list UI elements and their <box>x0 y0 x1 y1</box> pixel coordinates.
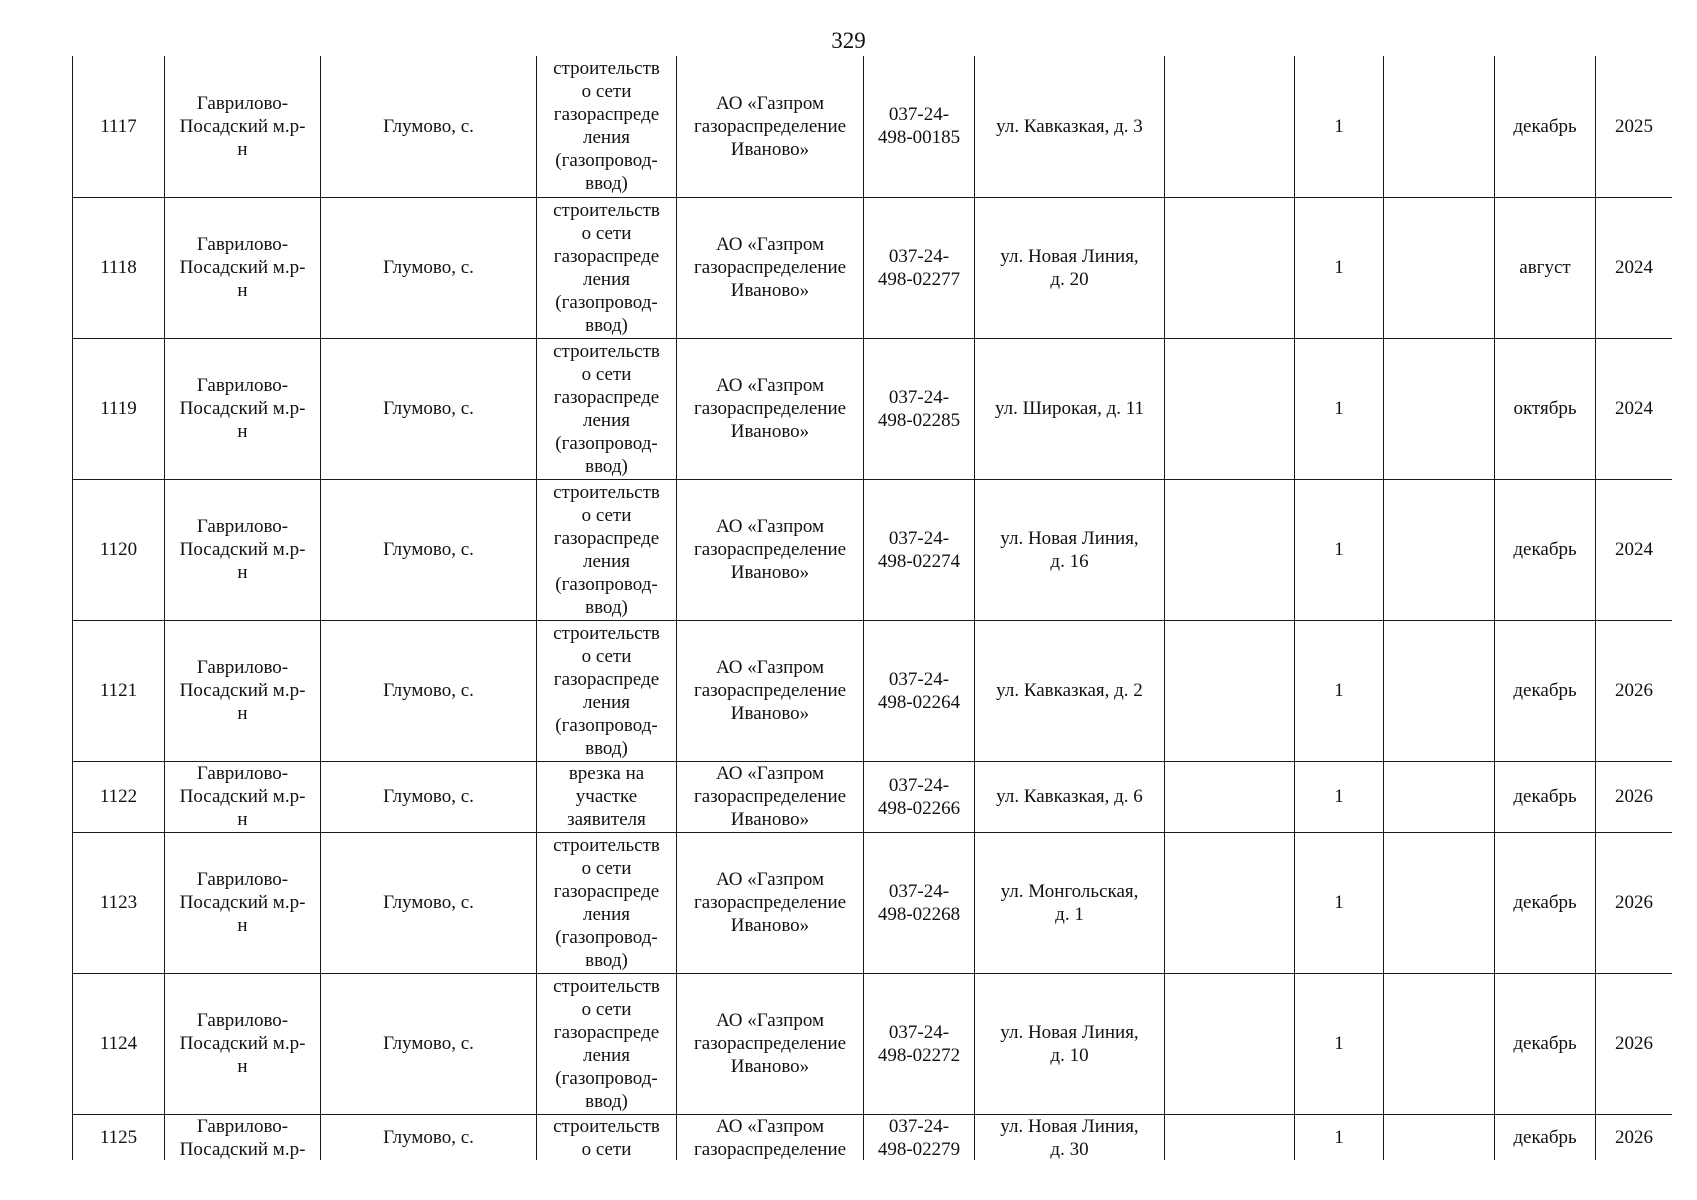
application-code-line: 498-02277 <box>877 268 961 290</box>
row-number-cell: 1118 <box>73 197 165 338</box>
district-line: н <box>237 421 248 442</box>
table-row <box>73 479 1673 620</box>
month-cell: декабрь <box>1495 1114 1596 1160</box>
work-type-line: (газопровод- <box>555 573 658 595</box>
district-cell <box>165 56 321 197</box>
work-type-line: строительств <box>553 58 660 80</box>
empty-cell <box>1384 338 1495 479</box>
district-line: Гаврилово- <box>196 657 289 678</box>
district-line: Гаврилово- <box>196 763 289 784</box>
work-type-line: о сети <box>581 857 632 879</box>
application-code-cell <box>864 832 975 973</box>
organization-line: АО «Газпром <box>715 92 825 114</box>
organization-line: газораспределение <box>693 680 847 701</box>
address-line: ул. Кавказкая, д. 6 <box>996 786 1143 807</box>
row-number-cell: 1120 <box>73 479 165 620</box>
row-number-cell: 1121 <box>73 620 165 761</box>
work-type-line: ления <box>583 409 630 431</box>
address-cell <box>975 973 1165 1114</box>
organization-line: Иваново» <box>730 809 810 830</box>
work-type-line: (газопровод- <box>555 926 658 948</box>
application-code-cell <box>864 1114 975 1160</box>
empty-cell <box>1165 973 1295 1114</box>
table-row <box>73 338 1673 479</box>
district-line: Посадский м.р- <box>179 539 306 560</box>
row-number-cell: 1125 <box>73 1114 165 1160</box>
registry-table-body <box>73 56 1673 1160</box>
work-type-line: участке <box>575 786 638 807</box>
work-type-line: врезка на <box>568 763 645 784</box>
address-line: ул. Новая Линия, <box>1000 527 1139 549</box>
work-type-line: газораспреде <box>553 880 660 902</box>
month-cell: август <box>1495 197 1596 338</box>
application-code-line: 037-24- <box>888 386 950 408</box>
district-cell <box>165 761 321 832</box>
quantity-cell: 1 <box>1295 973 1384 1114</box>
organization-line: АО «Газпром <box>715 869 825 890</box>
quantity-cell: 1 <box>1295 56 1384 197</box>
row-number-cell: 1122 <box>73 761 165 832</box>
organization-cell <box>677 620 864 761</box>
application-code-line: 037-24- <box>888 774 950 796</box>
row-number-cell: 1124 <box>73 973 165 1114</box>
address-line: д. 30 <box>1050 1138 1089 1160</box>
work-type-cell <box>537 56 677 197</box>
work-type-line: ввод) <box>585 949 628 971</box>
district-line: Посадский м.р- <box>179 1138 306 1160</box>
quantity-cell: 1 <box>1295 1114 1384 1160</box>
work-type-line: строительств <box>553 834 660 856</box>
application-code-line: 037-24- <box>888 104 950 126</box>
application-code-line: 498-02268 <box>877 903 961 925</box>
work-type-line: газораспреде <box>553 104 660 126</box>
empty-cell <box>1384 832 1495 973</box>
registry-table <box>72 56 1672 1160</box>
address-line: ул. Новая Линия, <box>1000 1115 1139 1137</box>
empty-cell <box>1384 197 1495 338</box>
row-number-cell: 1117 <box>73 56 165 197</box>
empty-cell <box>1384 761 1495 832</box>
work-type-line: о сети <box>581 504 632 526</box>
district-line: Гаврилово- <box>196 375 289 396</box>
address-line: ул. Новая Линия, <box>1000 1021 1139 1043</box>
district-line: Посадский м.р- <box>179 398 306 419</box>
settlement-cell: Глумово, с. <box>321 973 537 1114</box>
year-cell: 2026 <box>1596 973 1673 1114</box>
table-row <box>73 620 1673 761</box>
year-cell: 2025 <box>1596 56 1673 197</box>
work-type-line: (газопровод- <box>555 150 658 172</box>
address-line: д. 10 <box>1050 1044 1089 1066</box>
empty-cell <box>1384 56 1495 197</box>
application-code-cell <box>864 761 975 832</box>
work-type-cell <box>537 197 677 338</box>
year-cell: 2026 <box>1596 1114 1673 1160</box>
settlement-cell: Глумово, с. <box>321 832 537 973</box>
district-line: н <box>237 138 248 160</box>
work-type-cell <box>537 832 677 973</box>
empty-cell <box>1165 832 1295 973</box>
work-type-cell <box>537 1114 677 1160</box>
application-code-line: 498-02279 <box>877 1138 961 1160</box>
district-cell <box>165 1114 321 1160</box>
district-cell <box>165 620 321 761</box>
organization-cell <box>677 56 864 197</box>
organization-line: газораспределение <box>693 786 847 807</box>
district-line: н <box>237 1056 248 1077</box>
empty-cell <box>1165 56 1295 197</box>
district-line: Гаврилово- <box>196 1115 289 1137</box>
work-type-line: ления <box>583 268 630 290</box>
district-line: н <box>237 809 248 830</box>
address-cell <box>975 197 1165 338</box>
empty-cell <box>1165 620 1295 761</box>
work-type-cell <box>537 761 677 832</box>
empty-cell <box>1165 761 1295 832</box>
application-code-line: 498-02274 <box>877 550 961 572</box>
organization-line: АО «Газпром <box>715 516 825 537</box>
work-type-line: о сети <box>581 81 632 103</box>
work-type-line: строительств <box>553 199 660 221</box>
work-type-line: ления <box>583 1044 630 1066</box>
work-type-line: ввод) <box>585 1090 628 1112</box>
organization-line: газораспределение <box>693 398 847 419</box>
work-type-line: ления <box>583 903 630 925</box>
application-code-line: 498-00185 <box>877 127 961 149</box>
settlement-cell: Глумово, с. <box>321 56 537 197</box>
organization-line: АО «Газпром <box>715 1115 825 1137</box>
district-line: н <box>237 915 248 936</box>
work-type-line: строительств <box>553 622 660 644</box>
work-type-line: газораспреде <box>553 1021 660 1043</box>
work-type-line: о сети <box>581 998 632 1020</box>
row-number-cell: 1119 <box>73 338 165 479</box>
address-line: д. 16 <box>1050 550 1089 572</box>
application-code-cell <box>864 338 975 479</box>
table-row <box>73 832 1673 973</box>
table-row <box>73 56 1673 197</box>
work-type-line: о сети <box>581 363 632 385</box>
work-type-cell <box>537 973 677 1114</box>
empty-cell <box>1165 479 1295 620</box>
table-row <box>73 197 1673 338</box>
work-type-line: газораспреде <box>553 386 660 408</box>
address-line: д. 1 <box>1055 903 1084 925</box>
application-code-line: 037-24- <box>888 527 950 549</box>
district-line: н <box>237 280 248 301</box>
work-type-line: строительств <box>553 340 660 362</box>
organization-cell <box>677 973 864 1114</box>
organization-cell <box>677 479 864 620</box>
work-type-line: ввод) <box>585 737 628 759</box>
month-cell: декабрь <box>1495 56 1596 197</box>
application-code-line: 037-24- <box>888 880 950 902</box>
application-code-line: 498-02272 <box>877 1044 961 1066</box>
work-type-line: (газопровод- <box>555 432 658 454</box>
organization-line: Иваново» <box>730 915 810 936</box>
settlement-cell: Глумово, с. <box>321 479 537 620</box>
month-cell: декабрь <box>1495 620 1596 761</box>
work-type-cell <box>537 479 677 620</box>
district-line: Гаврилово- <box>196 1010 289 1031</box>
organization-line: Иваново» <box>730 138 810 160</box>
address-cell <box>975 338 1165 479</box>
empty-cell <box>1384 1114 1495 1160</box>
organization-line: Иваново» <box>730 421 810 442</box>
organization-line: АО «Газпром <box>715 1010 825 1031</box>
address-line: ул. Кавказкая, д. 2 <box>996 680 1143 701</box>
application-code-line: 037-24- <box>888 1115 950 1137</box>
address-line: ул. Монгольская, <box>1000 880 1139 902</box>
organization-line: АО «Газпром <box>715 234 825 255</box>
month-cell: декабрь <box>1495 761 1596 832</box>
organization-line: Иваново» <box>730 703 810 724</box>
district-line: Посадский м.р- <box>179 1033 306 1054</box>
organization-line: АО «Газпром <box>715 657 825 678</box>
work-type-cell <box>537 620 677 761</box>
district-cell <box>165 338 321 479</box>
quantity-cell: 1 <box>1295 479 1384 620</box>
work-type-line: о сети <box>581 645 632 667</box>
organization-cell <box>677 338 864 479</box>
quantity-cell: 1 <box>1295 832 1384 973</box>
work-type-line: о сети <box>581 1138 632 1160</box>
quantity-cell: 1 <box>1295 620 1384 761</box>
year-cell: 2026 <box>1596 832 1673 973</box>
organization-line: газораспределение <box>693 539 847 560</box>
settlement-cell: Глумово, с. <box>321 620 537 761</box>
work-type-line: (газопровод- <box>555 714 658 736</box>
work-type-line: ления <box>583 550 630 572</box>
organization-line: газораспределение <box>693 257 847 278</box>
year-cell: 2026 <box>1596 761 1673 832</box>
address-cell <box>975 620 1165 761</box>
registry-table-container <box>72 56 1672 1160</box>
work-type-line: ления <box>583 691 630 713</box>
district-line: н <box>237 562 248 583</box>
address-cell <box>975 832 1165 973</box>
work-type-line: строительств <box>553 975 660 997</box>
work-type-line: газораспреде <box>553 527 660 549</box>
empty-cell <box>1165 1114 1295 1160</box>
work-type-line: ввод) <box>585 314 628 336</box>
application-code-cell <box>864 620 975 761</box>
application-code-line: 498-02266 <box>877 797 961 819</box>
district-line: Посадский м.р- <box>179 115 306 137</box>
month-cell: октябрь <box>1495 338 1596 479</box>
year-cell: 2024 <box>1596 338 1673 479</box>
quantity-cell: 1 <box>1295 338 1384 479</box>
empty-cell <box>1384 479 1495 620</box>
quantity-cell: 1 <box>1295 761 1384 832</box>
district-cell <box>165 973 321 1114</box>
district-line: Гаврилово- <box>196 92 289 114</box>
organization-cell <box>677 832 864 973</box>
organization-line: газораспределение <box>693 1033 847 1054</box>
month-cell: декабрь <box>1495 973 1596 1114</box>
work-type-line: о сети <box>581 222 632 244</box>
settlement-cell: Глумово, с. <box>321 197 537 338</box>
year-cell: 2024 <box>1596 479 1673 620</box>
district-line: н <box>237 703 248 724</box>
settlement-cell: Глумово, с. <box>321 761 537 832</box>
application-code-line: 037-24- <box>888 245 950 267</box>
empty-cell <box>1165 197 1295 338</box>
address-line: ул. Кавказкая, д. 3 <box>996 115 1143 137</box>
work-type-line: газораспреде <box>553 668 660 690</box>
district-cell <box>165 832 321 973</box>
address-line: ул. Широкая, д. 11 <box>994 398 1145 419</box>
work-type-line: (газопровод- <box>555 291 658 313</box>
year-cell: 2026 <box>1596 620 1673 761</box>
organization-cell <box>677 197 864 338</box>
address-cell <box>975 1114 1165 1160</box>
application-code-line: 037-24- <box>888 1021 950 1043</box>
organization-line: Иваново» <box>730 562 810 583</box>
table-row <box>73 1114 1673 1160</box>
application-code-line: 498-02264 <box>877 691 961 713</box>
application-code-line: 037-24- <box>888 668 950 690</box>
district-line: Посадский м.р- <box>179 786 306 807</box>
organization-line: газораспределение <box>693 892 847 913</box>
organization-cell <box>677 1114 864 1160</box>
work-type-line: (газопровод- <box>555 1067 658 1089</box>
empty-cell <box>1165 338 1295 479</box>
settlement-cell: Глумово, с. <box>321 1114 537 1160</box>
district-line: Гаврилово- <box>196 869 289 890</box>
organization-line: газораспределение <box>693 115 847 137</box>
district-line: Гаврилово- <box>196 234 289 255</box>
organization-line: газораспределение <box>693 1138 847 1160</box>
work-type-line: ввод) <box>585 596 628 618</box>
address-cell <box>975 56 1165 197</box>
work-type-line: ввод) <box>585 455 628 477</box>
application-code-line: 498-02285 <box>877 409 961 431</box>
address-line: ул. Новая Линия, <box>1000 245 1139 267</box>
work-type-line: ления <box>583 127 630 149</box>
organization-line: АО «Газпром <box>715 763 825 784</box>
organization-cell <box>677 761 864 832</box>
district-line: Гаврилово- <box>196 516 289 537</box>
address-line: д. 20 <box>1050 268 1089 290</box>
district-line: Посадский м.р- <box>179 892 306 913</box>
quantity-cell: 1 <box>1295 197 1384 338</box>
application-code-cell <box>864 973 975 1114</box>
work-type-line: газораспреде <box>553 245 660 267</box>
settlement-cell: Глумово, с. <box>321 338 537 479</box>
address-cell <box>975 761 1165 832</box>
district-line: Посадский м.р- <box>179 680 306 701</box>
district-cell <box>165 479 321 620</box>
work-type-cell <box>537 338 677 479</box>
organization-line: Иваново» <box>730 280 810 301</box>
table-row <box>73 973 1673 1114</box>
organization-line: Иваново» <box>730 1056 810 1077</box>
year-cell: 2024 <box>1596 197 1673 338</box>
row-number-cell: 1123 <box>73 832 165 973</box>
month-cell: декабрь <box>1495 479 1596 620</box>
work-type-line: заявителя <box>567 809 646 830</box>
work-type-line: строительств <box>553 481 660 503</box>
district-cell <box>165 197 321 338</box>
application-code-cell <box>864 197 975 338</box>
empty-cell <box>1384 973 1495 1114</box>
address-cell <box>975 479 1165 620</box>
page-number: 329 <box>831 28 866 53</box>
month-cell: декабрь <box>1495 832 1596 973</box>
application-code-cell <box>864 56 975 197</box>
empty-cell <box>1384 620 1495 761</box>
district-line: Посадский м.р- <box>179 257 306 278</box>
work-type-line: ввод) <box>585 173 628 195</box>
table-row <box>73 761 1673 832</box>
application-code-cell <box>864 479 975 620</box>
work-type-line: строительств <box>553 1115 660 1137</box>
organization-line: АО «Газпром <box>715 375 825 396</box>
